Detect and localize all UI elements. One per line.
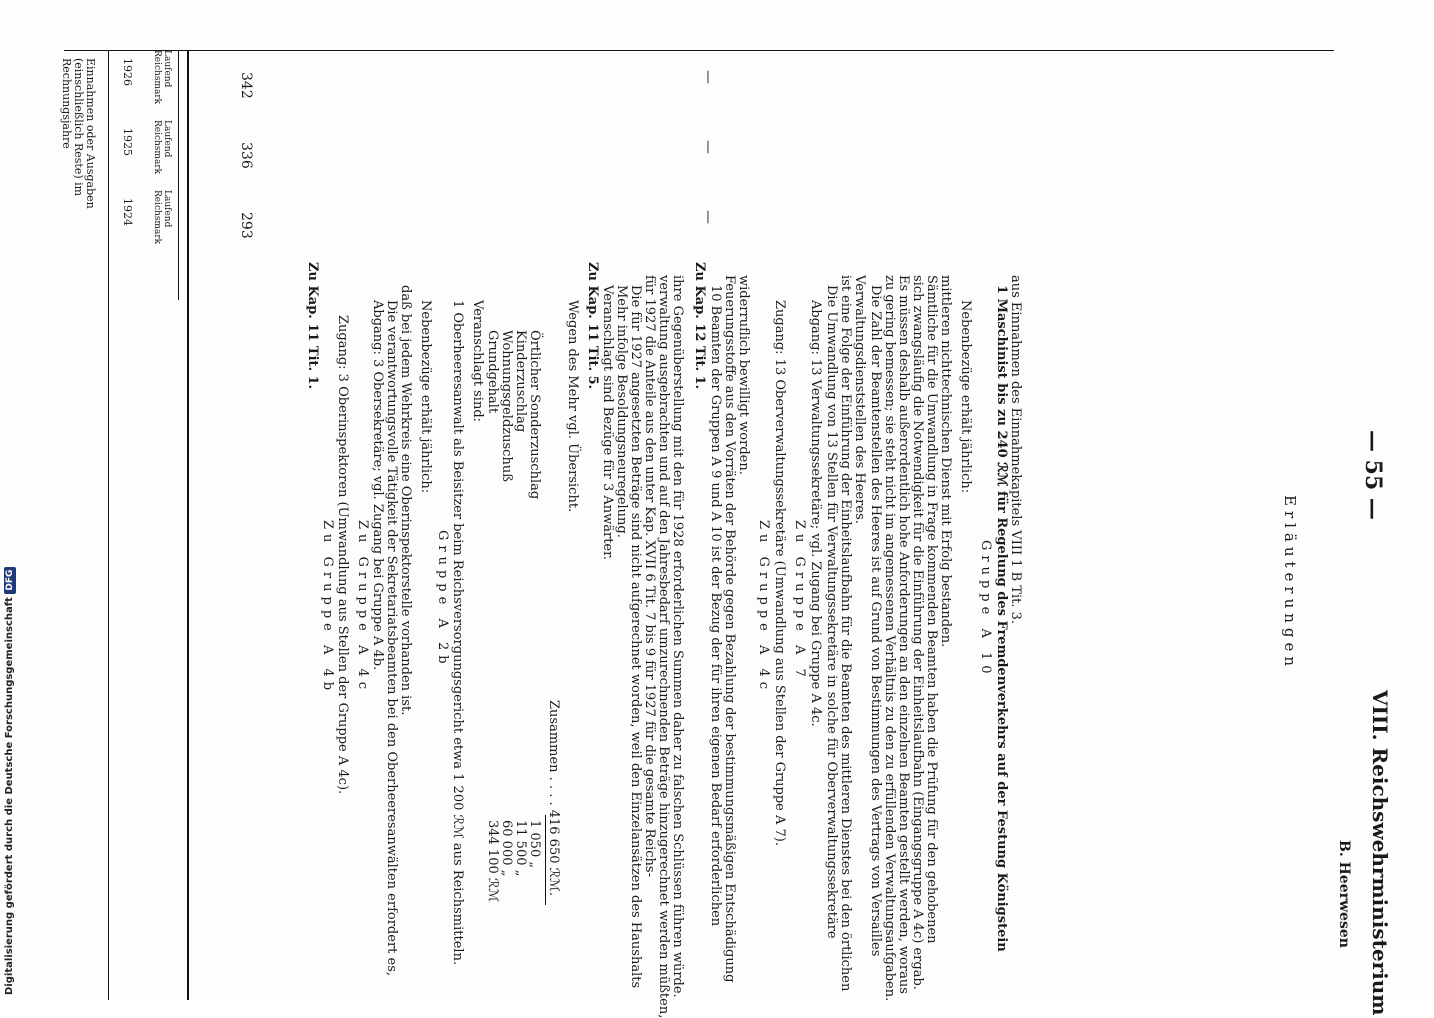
item-label-1: Wohnungsgeldzuschuß <box>499 330 514 482</box>
line-k11t1-4: Die verantwortungsvolle Tätigkeit der Sekretariatsbeamten bei den Oberheeresanwälten erfordert es, <box>384 300 399 977</box>
columns-header: Einnahmen oder Ausgaben (einschließlich Reste) im Rechnungsjahre <box>60 58 97 209</box>
credit-line <box>4 567 16 995</box>
heading: Erläuterungen <box>1281 495 1299 672</box>
line-k12t1-19: aus Einnahmen des Einnahmekapitels VIII 1 B Tit. 3. <box>1008 275 1023 625</box>
note-line: Wegen des Mehr vgl. Übersicht. <box>565 300 580 513</box>
value-1926: 342 <box>238 72 254 99</box>
value-1924: 293 <box>238 212 254 239</box>
page-number: — 55 — <box>1360 430 1386 520</box>
dfg-logo: DFG <box>4 567 16 594</box>
line-k12t1-14: Sämtliche für die Umwandlung in Frage kommenden Beamten haben die Prüfung für den gehobenen <box>924 275 939 944</box>
line-k11t1-5: daß bei jedem Wehrkreis eine Oberinspektorstelle vorhanden ist. <box>398 285 413 716</box>
item-value-3: 1 050 „ <box>527 820 542 869</box>
year-1925: 1925 <box>121 128 134 156</box>
line-k11t5-4: verwaltung ausgebrachten und auf den Jahresbedarf umzurechnenden Beträge hinzugerechnet werden müßten, <box>656 275 671 1018</box>
line-k12t1-0: 10 Beamten der Gruppen A 9 und A 10 ist der Bezug der für ihren eigenen Bedarf erforderlichen <box>708 285 723 927</box>
line-k12t1-7: Die Umwandlung von 13 Stellen für Verwaltungssekretäre in solche für Oberverwaltungssekretäre <box>824 285 839 939</box>
line-k12t1-2: widerruflich bewilligt worden. <box>736 275 751 475</box>
item-label-0: Grundgehalt <box>485 330 500 414</box>
line-k12t1-11: zu gering bemessen; sie steht nicht im angemessenen Verhältnis zu den zu erfüllenden Verwaltungsaufgaben. <box>882 275 897 1002</box>
line-k12t1-18: 1 Maschinist bis zu 240 ℛℳ für Regelung des Fremdenverkehrs auf der Festung Königstein <box>994 285 1009 952</box>
line-k11t1-2: Zu Gruppe A 4c <box>355 520 370 695</box>
column-rule-2 <box>178 50 179 300</box>
line-k12t1-4: Zugang: 13 Oberverwaltungssekretäre (Umwandlung aus Stellen der Gruppe A 7). <box>772 300 787 847</box>
block-title-k11t5: Zu Kap. 11 Tit. 5. <box>585 262 600 390</box>
chapter-title: VIII. Reichswehrministerium <box>1368 690 1392 1016</box>
line-k12t1-1: Feuerungsstoffe aus den Vorräten der Behörde gegen Bezahlung der bestimmungsmäßigen Entschädigung <box>722 275 737 983</box>
block-title-k12t1: Zu Kap. 12 Tit. 1. <box>692 262 707 390</box>
year-1926: 1926 <box>121 58 134 86</box>
item-label-2: Kinderzuschlag <box>513 330 528 433</box>
line-k11t5-3: für 1927 die Anteile aus den unter Kap. XVII 6 Tit. 7 bis 9 für 1927 für die gesamte Reichs- <box>642 275 657 877</box>
dash-1924: — <box>700 210 716 224</box>
line-k11t1-0: Zu Gruppe A 4b <box>320 520 335 696</box>
line-k12t1-6: Abgang: 13 Verwaltungssekretäre; vgl. Zugang bei Gruppe A 4c. <box>808 300 823 727</box>
line-k12t1-10: Die Zahl der Beamtenstellen des Heeres ist auf Grund von Bestimmungen des Vertrags von Versailles <box>868 285 883 957</box>
credit-text: Digitalisierung gefördert durch die Deutsche Forschungsgemeinschaft <box>4 597 15 995</box>
value-1925: 336 <box>238 142 254 169</box>
header-rule <box>187 50 189 1000</box>
block-title-k11t1: Zu Kap. 11 Tit. 1. <box>305 262 320 390</box>
year-1924: 1924 <box>121 198 134 226</box>
unit-1924: Laufend Reichsmark <box>152 190 172 245</box>
line-k11t5-0: Veranschlagt sind Bezüge für 3 Anwärter. <box>600 285 615 561</box>
line-k11t1-3: Abgang: 3 Obersekretäre; vgl. Zugang bei Gruppe A 4b. <box>370 300 385 671</box>
line-k11t5-1: Mehr infolge Besoldungsneuregelung. <box>614 285 629 538</box>
line-k11t1-8: 1 Oberheeresanwalt als Beisitzer beim Reichsversorgungsgericht etwa 1 200 ℛℳ aus Reichsmitteln. <box>450 300 465 966</box>
dash-1926: — <box>700 70 716 84</box>
section-title: B. Heerwesen <box>1336 840 1352 948</box>
line-k11t5-2: Die für 1927 angesetzten Beträge sind nicht aufgerechnet worden, weil den Einzelansätzen des Haushalts <box>628 285 643 989</box>
line-k11t1-1: Zugang: 3 Oberinspektoren (Umwandlung aus Stellen der Gruppe A 4c). <box>335 315 350 795</box>
column-rule-1 <box>108 50 109 1000</box>
item-label-3: Örtlicher Sonderzuschlag <box>527 330 542 500</box>
item-value-1: 60 000 „ <box>499 820 514 877</box>
line-k12t1-17: Gruppe A 10 <box>978 540 993 679</box>
total-line: Zusammen . . . . 416 650 ℛℳ. <box>546 700 561 897</box>
unit-1926: Laufend Reichsmark <box>152 50 172 105</box>
column-divider <box>64 50 1334 51</box>
line-k11t5-5: ihre Gegenüberstellung mit den für 1928 erforderlichen Summen daher zu falschen Schlüssen führen würde. <box>670 275 685 998</box>
line-k12t1-12: Es müssen deshalb außerordentlich hohe Anforderungen an den einzelnen Beamten gestellt werden, woraus <box>896 275 911 994</box>
line-k11t1-6: Nebenbezüge erhält jährlich: <box>418 300 433 494</box>
line-k11t1-7: Gruppe A 2b <box>435 530 450 669</box>
item-value-2: 11 500 „ <box>513 820 528 877</box>
line-k12t1-8: ist eine Folge der Einführung der Einheitslaufbahn für die Beamten des mittleren Dienstes bei den örtlichen <box>838 275 853 992</box>
dash-1925: — <box>700 140 716 154</box>
line-k12t1-16: Nebenbezüge erhält jährlich: <box>958 300 973 494</box>
unit-1925: Laufend Reichsmark <box>152 120 172 175</box>
line-k12t1-5: Zu Gruppe A 7 <box>792 520 807 682</box>
line-k12t1-15: mittleren nichttechnischen Dienst mit Erfolg bestanden. <box>938 275 953 648</box>
line-k11t1-9: Veranschlagt sind: <box>470 300 485 423</box>
item-value-0: 344 100 ℛℳ <box>485 820 500 903</box>
line-k12t1-3: Zu Gruppe A 4c <box>756 520 771 695</box>
line-k12t1-9: Verwaltungsdienststellen des Heeres. <box>852 275 867 524</box>
line-k12t1-13: sich zwangsläufig die Notwendigkeit für die Einführung der Einheitslaufbahn (Eingangsgruppe A 4c) ergab. <box>910 275 925 990</box>
